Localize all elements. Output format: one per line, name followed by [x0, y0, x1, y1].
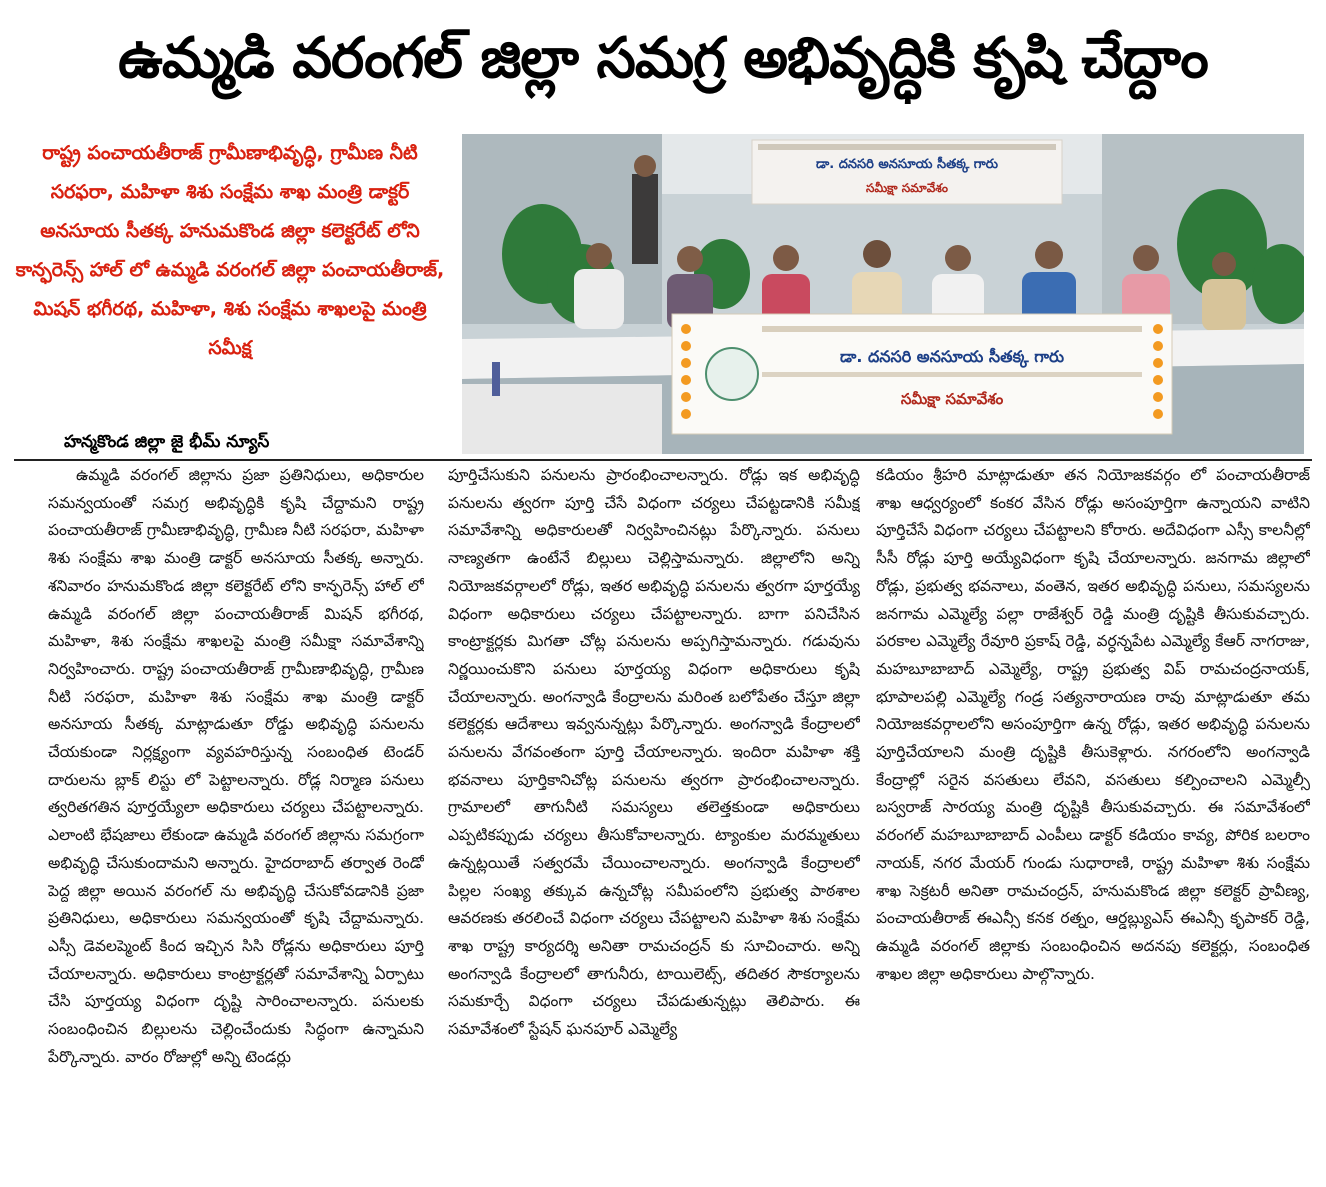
article-column-2-text: పూర్తిచేసుకుని పనులను ప్రారంభించాలన్నారు. రోడ్లు ఇక అభివృద్ధి పనులను త్వరగా పూర్తి చేసే విధంగా చర్యలు చేపట్టడానికి సమీక్ష సమావేశాన్ని అధికారులతో నిర్వహించినట్లు పేర్కొన్నారు. పనులు నాణ్యతగా ఉంటేనే బిల్లులు చెల్లిస్తామన్నారు. జిల్లాలోని అన్ని నియోజకవర్గాలలో రోడ్లు, ఇతర అభివృద్ధి పనులను త్వరగా పూర్తయ్యే విధంగా అధికారులు చర్యలు చేపట్టాలన్నారు. బాగా పనిచేసిన కాంట్రాక్టర్లకు మిగతా చోట్ల పనులను అప్పగిస్తామన్నారు. గడువును నిర్ణయించుకొని పనులు పూర్తయ్య విధంగా అధికారులు కృషి చేయాలన్నారు. అంగన్వాడి కేంద్రాలను మరింత బలోపేతం చేస్తూ జిల్లా కలెక్టర్లకు ఆదేశాలు ఇవ్వనున్నట్లు పేర్కొన్నారు. అంగన్వాడి కేంద్రాలలో పనులను వేగవంతంగా పూర్తి చేయాలన్నారు. ఇందిరా మహిళా శక్తి భవనాలు పూర్తికానిచోట్ల పనులను త్వరగా ప్రారంభించాలన్నారు. గ్రామాలలో తాగునీటి సమస్యలు తలెత్తకుండా అధికారులు ఎప్పటికప్పుడు చర్యలు తీసుకోవాలన్నారు. ట్యాంకుల మరమ్మతులు ఉన్నట్లయితే సత్వరమే చేయించాలన్నారు. అంగన్వాడి కేంద్రాలలో పిల్లల సంఖ్య తక్కువ ఉన్నచోట్ల సమీపంలోని ప్రభుత్వ పాఠశాల ఆవరణకు తరలించే విధంగా చర్యలు చేపట్టాలని మహిళా శిశు సంక్షేమ శాఖ రాష్ట్ర కార్యదర్శి అనితా రామచంద్రన్ కు సూచించారు. అన్ని అంగన్వాడి కేంద్రాలలో తాగునీరు, టాయిలెట్స్, తదితర సౌకర్యాలను సమకూర్చే విధంగా చర్యలు చేపడుతున్నట్లు తెలిపారు. ఈ సమావేశంలో స్టేషన్ ఘనపూర్ ఎమ్మెల్యే: [448, 466, 860, 1039]
article-column-3: [876, 462, 1310, 1174]
top-banner-title: డా. దనసరి అనసూయ సీతక్క గారు: [816, 157, 998, 172]
byline: హన్మకొండ జిల్లా జై భీమ్ న్యూస్: [64, 432, 270, 452]
article-column-1-text: ఉమ్మడి వరంగల్ జిల్లాను ప్రజా ప్రతినిధులు, అధికారుల సమన్వయంతో సమగ్ర అభివృద్ధికి కృషి చేద్దామని రాష్ట్ర పంచాయతీరాజ్ గ్రామీణాభివృద్ధి, గ్రామీణ నీటి సరఫరా, మహిళా శిశు సంక్షేమ శాఖ మంత్రి డాక్టర్ అనసూయ సీతక్క అన్నారు. శనివారం హనుమకొండ జిల్లా కలెక్టరేట్ లోని కాన్ఫరెన్స్ హాల్ లో ఉమ్మడి వరంగల్ జిల్లా పంచాయతీరాజ్ మిషన్ భగీరథ, మహిళా, శిశు సంక్షేమ శాఖలపై మంత్రి సమీక్షా సమావేశాన్ని నిర్వహించారు. రాష్ట్ర పంచాయతీరాజ్ గ్రామీణాభివృద్ధి, గ్రామీణ నీటి సరఫరా, మహిళా శిశు సంక్షేమ శాఖ మంత్రి డాక్టర్ అనసూయ సీతక్క మాట్లాడుతూ రోడ్డు అభివృద్ధి పనులను చేయకుండా నిర్లక్ష్యంగా వ్యవహరిస్తున్న సంబంధిత టెండర్ దారులను బ్లాక్ లిస్టు లో పెట్టాలన్నారు. రోడ్ల నిర్మాణ పనులు త్వరితగతిన పూర్తయ్యేలా అధికారులు చర్యలు చేపట్టాలన్నారు. ఎలాంటి భేషజాలు లేకుండా ఉమ్మడి వరంగల్ జిల్లాను సమగ్రంగా అభివృద్ధి చేసుకుందామని అన్నారు. హైదరాబాద్ తర్వాత రెండో పెద్ద జిల్లా అయిన వరంగల్ ను అభివృద్ధి చేసుకోవడానికి ప్రజా ప్రతినిధులు, అధికారులు సమన్వయంతో కృషి చేద్దామన్నారు. ఎస్సీ డెవలప్మెంట్ కింద ఇచ్చిన సిసి రోడ్లను అధికారులు పూర్తి చేయాలన్నారు. అధికారులు కాంట్రాక్టర్లతో సమావేశాన్ని ఏర్పాటు చేసి పూర్తయ్య విధంగా దృష్టి సారించాలన్నారు. పనులకు సంబంధించిన బిల్లులను చెల్లించేందుకు సిద్ధంగా ఉన్నామని పేర్కొన్నారు. వారం రోజుల్లో అన్ని టెండర్లు: [48, 466, 424, 1066]
front-banner-title: డా. దనసరి అనసూయ సీతక్క గారు: [840, 347, 1064, 366]
article-column-1: [48, 462, 424, 1174]
top-banner-subtitle: సమీక్షా సమావేశం: [866, 181, 948, 195]
meeting-photo-illustration: [462, 134, 1304, 454]
front-banner-subtitle: సమీక్షా సమావేశం: [900, 390, 1004, 408]
headline: ఉమ్మడి వరంగల్ జిల్లా సమగ్ర అభివృద్ధికి కృషి చేద్దాం: [118, 26, 1208, 91]
article-column-2: [448, 462, 860, 1174]
meeting-photo: [462, 134, 1304, 454]
deck-summary: రాష్ట్ర పంచాయతీరాజ్ గ్రామీణాభివృద్ధి, గ్రామీణ నీటి సరఫరా, మహిళా శిశు సంక్షేమ శాఖ మంత్రి డాక్టర్ అనసూయ సీతక్క హనుమకొండ జిల్లా కలెక్టరేట్ లోని కాన్ఫరెన్స్ హాల్ లో ఉమ్మడి వరంగల్ జిల్లా పంచాయతీరాజ్, మిషన్ భగీరథ, మహిళా, శిశు సంక్షేమ శాఖలపై మంత్రి సమీక్ష: [15, 142, 445, 359]
section-divider: [14, 459, 1312, 461]
article-column-3-text: కడియం శ్రీహరి మాట్లాడుతూ తన నియోజకవర్గం లో పంచాయతీరాజ్ శాఖ ఆధ్వర్యంలో కంకర వేసిన రోడ్లు అసంపూర్తిగా ఉన్నాయని వాటిని పూర్తిచేసే విధంగా చర్యలు చేపట్టాలని కోరారు. అదేవిధంగా ఎస్సీ కాలనీల్లో సీసీ రోడ్లు పూర్తి అయ్యేవిధంగా కృషి చేయాలన్నారు. జనగామ జిల్లాలో రోడ్లు, ప్రభుత్వ భవనాలు, వంతెన, ఇతర అభివృద్ధి పనులు, సమస్యలను జనగామ ఎమ్మెల్యే పల్లా రాజేశ్వర్ రెడ్డి మంత్రి దృష్టికి తీసుకువచ్చారు. పరకాల ఎమ్మెల్యే రేవూరి ప్రకాష్ రెడ్డి, వర్ధన్నపేట ఎమ్మెల్యే కేఆర్ నాగరాజు, మహబూబాబాద్ ఎమ్మెల్యే, రాష్ట్ర ప్రభుత్వ విప్ రామచంద్రనాయక్, భూపాలపల్లి ఎమ్మెల్యే గండ్ర సత్యనారాయణ రావు మాట్లాడుతూ తమ నియోజకవర్గాలలోని అసంపూర్తిగా ఉన్న రోడ్లు, ఇతర అభివృద్ధి పనులను పూర్తిచేయాలని మంత్రి దృష్టికి తీసుకెళ్లారు. నగరంలోని అంగన్వాడి కేంద్రాల్లో సరైన వసతులు లేవని, వసతులు కల్పించాలని ఎమ్మెల్సీ బస్వరాజ్ సారయ్య మంత్రి దృష్టికి తీసుకువచ్చారు. ఈ సమావేశంలో వరంగల్ మహబూబాబాద్ ఎంపీలు డాక్టర్ కడియం కావ్య, పోరిక బలరాం నాయక్, నగర మేయర్ గుండు సుధారాణి, రాష్ట్ర మహిళా శిశు సంక్షేమ శాఖ సెక్రటరీ అనితా రామచంద్రన్, హనుమకొండ జిల్లా కలెక్టర్ ప్రావీణ్య, పంచాయతీరాజ్ ఈఎన్సీ కనక రత్నం, ఆర్డబ్ల్యుఎస్ ఈఎన్సీ కృపాకర్ రెడ్డి, ఉమ్మడి వరంగల్ జిల్లాకు సంబంధించిన అదనపు కలెక్టర్లు, సంబంధిత శాఖల జిల్లా అధికారులు పాల్గొన్నారు.: [876, 466, 1310, 983]
